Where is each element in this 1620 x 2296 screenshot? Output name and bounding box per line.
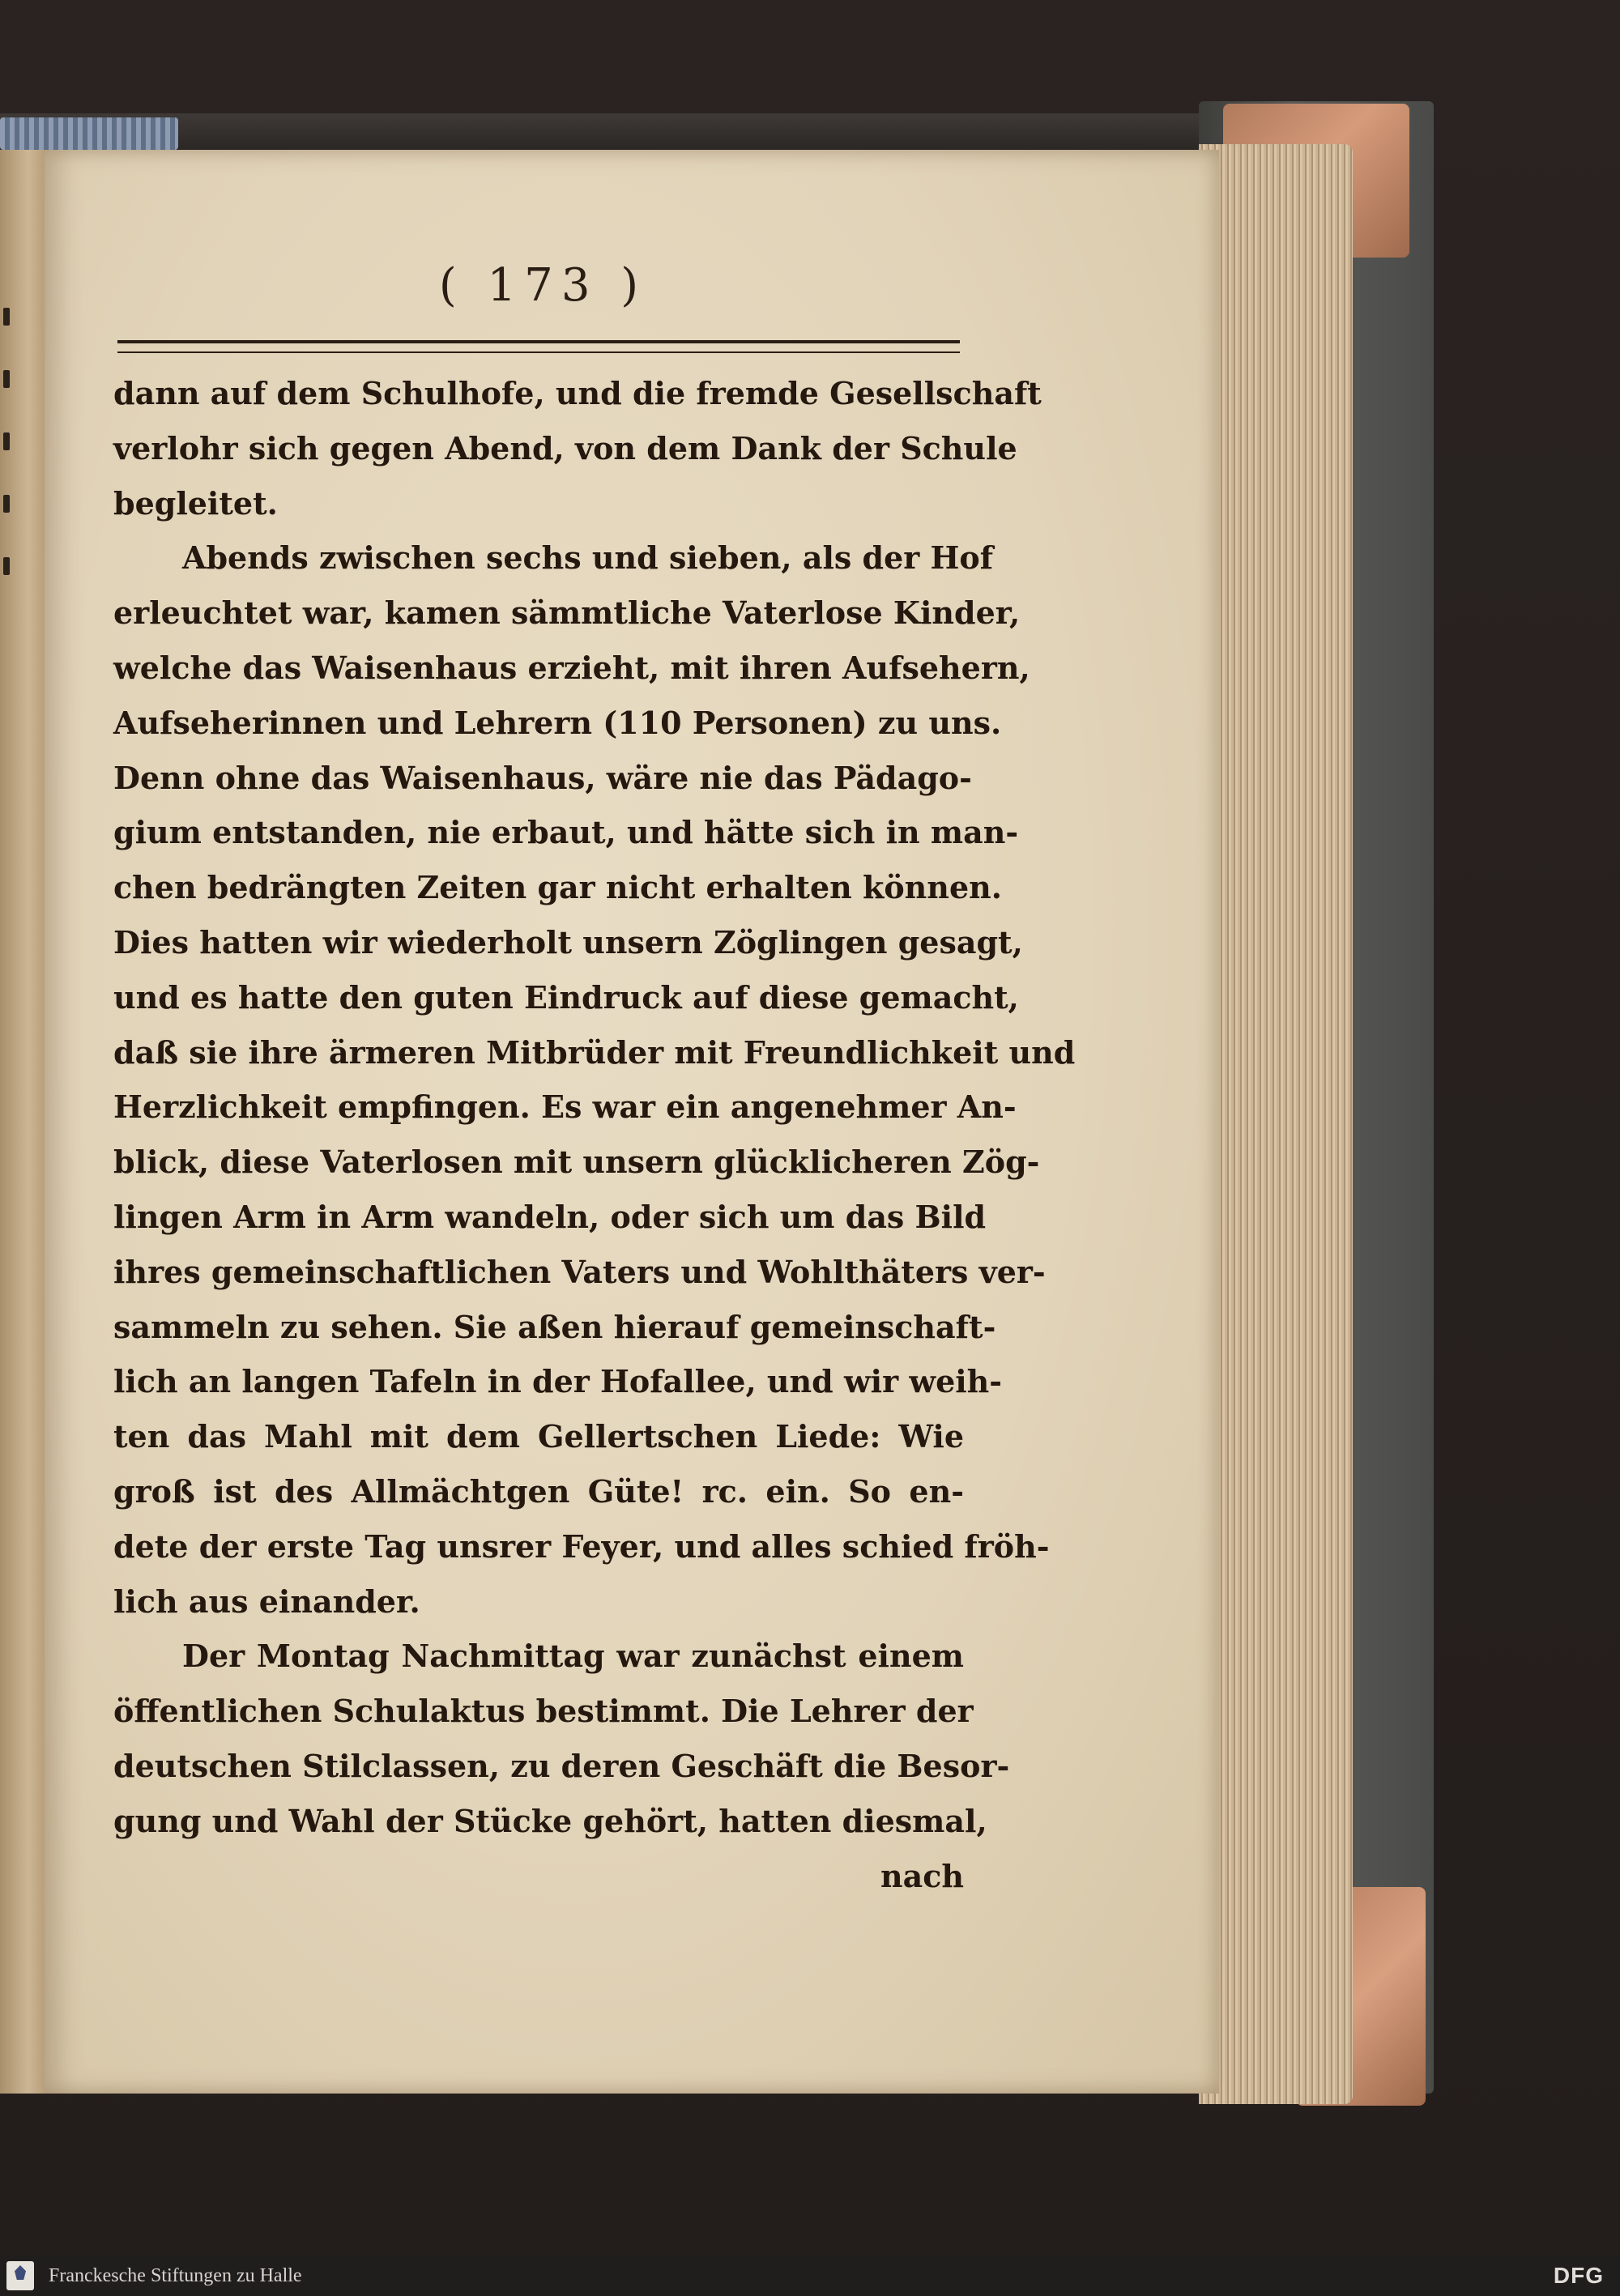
text-line: chen bedrängten Zeiten gar nicht erhalten können. xyxy=(113,869,1002,906)
text-line: Denn ohne das Waisenhaus, wäre nie das Pädago- xyxy=(113,759,972,796)
text-line: begleitet. xyxy=(113,484,278,522)
body-text xyxy=(113,366,1076,1903)
text-line: lich an langen Tafeln in der Hofallee, und wir weih- xyxy=(113,1363,1003,1400)
footer-institution: Franckesche Stiftungen zu Halle xyxy=(49,2265,302,2286)
text-line: Dies hatten wir wiederholt unsern Zöglingen gesagt, xyxy=(113,923,1023,961)
text-line: lich aus einander. xyxy=(113,1582,420,1620)
text-line: erleuchtet war, kamen sämmtliche Vaterlose Kinder, xyxy=(113,594,1021,632)
page-block-edges xyxy=(1199,144,1353,2104)
text-line: gung und Wahl der Stücke gehört, hatten diesmal, xyxy=(113,1802,987,1839)
text-line: Abends zwischen sechs und sieben, als der Hof xyxy=(182,539,994,577)
text-line: Der Montag Nachmittag war zunächst einem xyxy=(182,1638,964,1675)
text-line: ten das Mahl mit dem Gellertschen Liede: Wie xyxy=(113,1418,964,1455)
text-line: öffentlichen Schulaktus bestimmt. Die Lehrer der xyxy=(113,1693,974,1730)
text-line: sammeln zu sehen. Sie aßen hierauf gemeinschaft- xyxy=(113,1308,996,1345)
text-line: Aufseherinnen und Lehrern (110 Personen) zu uns. xyxy=(113,704,1002,741)
text-line: und es hatte den guten Eindruck auf diese gemacht, xyxy=(113,978,1019,1016)
catchword: nach xyxy=(880,1857,964,1894)
page-number: ( 173 ) xyxy=(438,259,647,312)
text-line: Herzlichkeit empfingen. Es war ein angenehmer An- xyxy=(113,1088,1017,1126)
text-line: welche das Waisenhaus erzieht, mit ihren Aufsehern, xyxy=(113,649,1030,686)
text-line: ihres gemeinschaftlichen Vaters und Wohlthäters ver- xyxy=(113,1253,1046,1290)
facing-page-binding xyxy=(0,117,178,150)
text-line: verlohr sich gegen Abend, von dem Dank der Schule xyxy=(113,429,1017,466)
text-line: lingen Arm in Arm wandeln, oder sich um das Bild xyxy=(113,1198,987,1235)
text-line: dann auf dem Schulhofe, und die fremde Gesellschaft xyxy=(113,375,1042,411)
text-line: groß ist des Allmächtgen Güte! rc. ein. So en- xyxy=(113,1472,964,1510)
text-line: daß sie ihre ärmeren Mitbrüder mit Freundlichkeit und xyxy=(113,1033,1076,1071)
text-line: blick, diese Vaterlosen mit unsern glücklicheren Zög- xyxy=(113,1144,1040,1181)
facing-page-text-edge xyxy=(0,308,16,672)
institution-logo-icon xyxy=(6,2261,34,2290)
text-line: dete der erste Tag unsrer Feyer, und alles schied fröh- xyxy=(113,1527,1050,1565)
book-cover-top xyxy=(0,113,1296,150)
header-rule xyxy=(117,340,960,353)
dfg-logo: DFG xyxy=(1553,2263,1604,2288)
text-line: deutschen Stilclassen, zu deren Geschäft die Besor- xyxy=(113,1747,1010,1784)
text-line: gium entstanden, nie erbaut, und hätte sich in man- xyxy=(113,814,1019,851)
